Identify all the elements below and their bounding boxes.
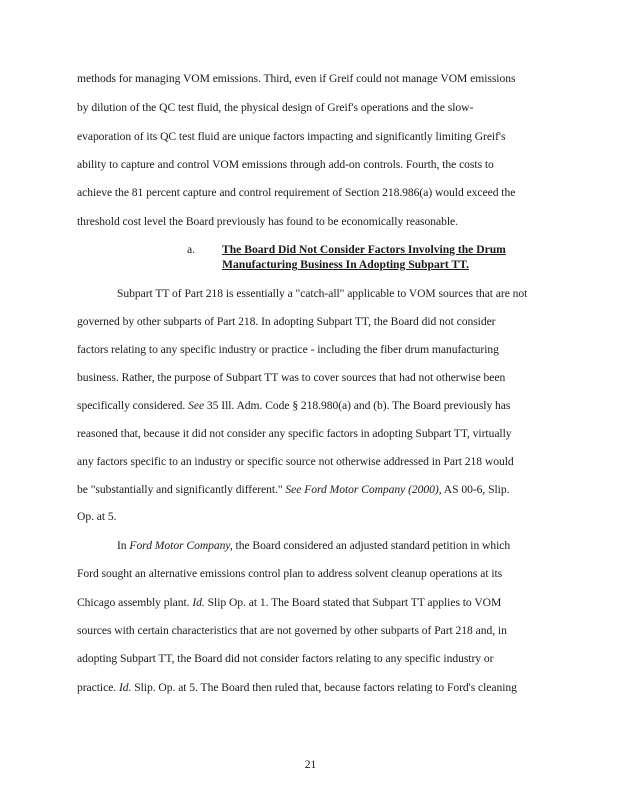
- paragraph-3-line-1: [117, 539, 587, 553]
- case-citation: See Ford Motor Company (2000),: [285, 483, 442, 496]
- paragraph-3-line-4: sources with certain characteristics that are not governed by other subparts of Part 218 and, in: [77, 624, 507, 637]
- paragraph-2-line-8: [77, 483, 547, 497]
- paragraph-1-line-3: evaporation of its QC test fluid are unique factors impacting and significantly limiting Greif's: [77, 130, 506, 143]
- text-run: the Board considered an adjusted standard petition in which: [232, 539, 511, 552]
- page-number: 21: [304, 758, 317, 771]
- case-name: Ford Motor Company,: [129, 539, 233, 552]
- citation-signal: See: [188, 399, 205, 412]
- text-run: 35 Ill. Adm. Code § 218.980(a) and (b). The Board previously has: [204, 399, 511, 412]
- paragraph-3-line-5: adopting Subpart TT, the Board did not consider factors relating to any specific industry or: [77, 652, 494, 665]
- paragraph-2-line-1: Subpart TT of Part 218 is essentially a "catch-all" applicable to VOM sources that are not: [117, 287, 528, 300]
- paragraph-1-line-1: methods for managing VOM emissions. Third, even if Greif could not manage VOM emissions: [77, 72, 516, 85]
- text-run: Chicago assembly plant.: [77, 596, 193, 609]
- citation-id: Id.: [118, 681, 132, 694]
- paragraph-1-line-4: ability to capture and control VOM emissions through add-on controls. Fourth, the costs to: [77, 158, 494, 171]
- paragraph-2-line-2: governed by other subparts of Part 218. In adopting Subpart TT, the Board did not consider: [77, 315, 496, 328]
- paragraph-2-line-3: factors relating to any specific industry or practice - including the fiber drum manufacturing: [77, 343, 499, 356]
- paragraph-3-line-3: [77, 596, 547, 610]
- section-heading-line-2: Manufacturing Business In Adopting Subpart TT.: [222, 258, 469, 271]
- paragraph-2-line-7: any factors specific to an industry or specific source not otherwise addressed in Part 218 would: [77, 455, 514, 468]
- paragraph-3-line-2: Ford sought an alternative emissions control plan to address solvent cleanup operations at its: [77, 567, 503, 580]
- paragraph-2-line-6: reasoned that, because it did not consider any specific factors in adopting Subpart TT, virtually: [77, 427, 512, 440]
- text-run: Slip Op. at 1. The Board stated that Subpart TT applies to VOM: [204, 596, 502, 609]
- paragraph-1-line-2: by dilution of the QC test fluid, the physical design of Greif's operations and the slow-: [77, 101, 474, 114]
- text-run: AS 00-6, Slip.: [441, 483, 510, 496]
- paragraph-2-line-9: Op. at 5.: [77, 510, 117, 523]
- section-heading-line-1: The Board Did Not Consider Factors Involving the Drum: [222, 243, 506, 256]
- paragraph-2-line-5: [77, 399, 547, 413]
- text-run: be "substantially and significantly different.": [77, 483, 286, 496]
- citation-id: Id.: [192, 596, 205, 609]
- text-run: practice.: [77, 681, 119, 694]
- text-run: specifically considered.: [77, 399, 189, 412]
- text-run: Slip. Op. at 5. The Board then ruled that, because factors relating to Ford's cleaning: [131, 681, 517, 694]
- paragraph-3-line-6: [77, 681, 547, 695]
- paragraph-1-line-6: threshold cost level the Board previously has found to be economically reasonable.: [77, 215, 458, 228]
- section-marker: a.: [187, 243, 196, 256]
- paragraph-2-line-4: business. Rather, the purpose of Subpart TT was to cover sources that had not otherwise been: [77, 371, 506, 384]
- paragraph-1-line-5: achieve the 81 percent capture and control requirement of Section 218.986(a) would exceed the: [77, 186, 516, 199]
- text-run: In: [117, 539, 130, 552]
